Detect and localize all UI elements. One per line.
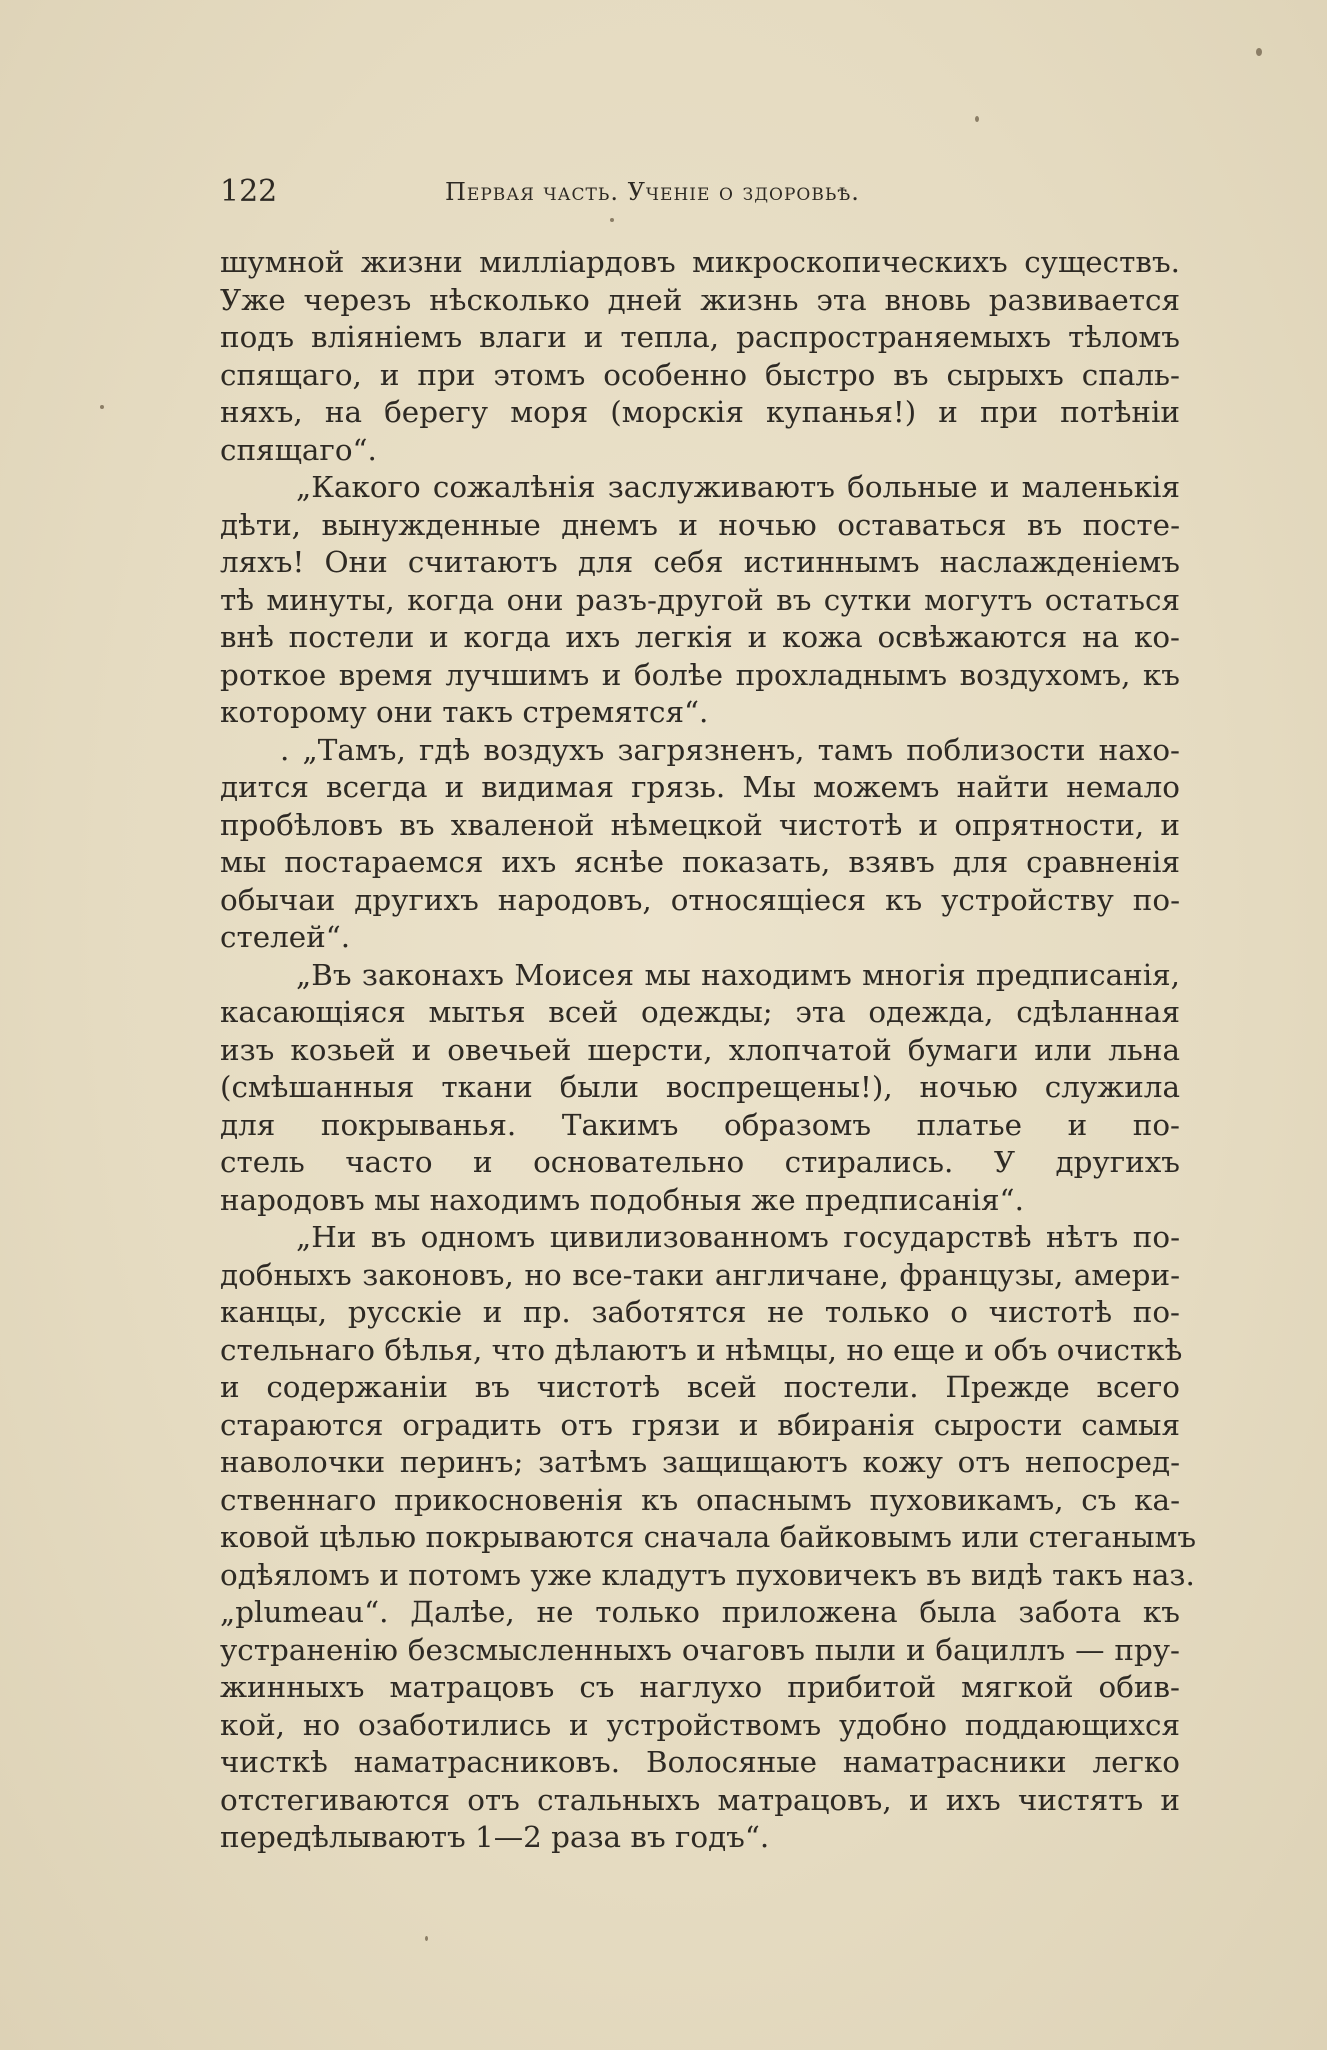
text-line: мы постараемся ихъ яснѣе показать, взявъ для сравненія: [220, 845, 1180, 879]
text-line: подъ вліяніемъ влаги и тепла, распространяемыхъ тѣломъ: [220, 320, 1180, 354]
paper-speck: [1256, 48, 1262, 56]
text-line: отстегиваются отъ стальныхъ матрацовъ, и ихъ чистятъ и: [220, 1782, 1180, 1817]
text-line: передѣлываютъ 1—2 раза въ годъ“.: [220, 1820, 770, 1854]
text-line: „plumeau“. Далѣе, не только приложена была забота къ: [220, 1595, 1180, 1629]
body-text: [220, 244, 1197, 1857]
text-line: (смѣшанныя ткани были воспрещены!), ночью служила: [220, 1070, 1180, 1104]
text-line: дится всегда и видимая грязь. Мы можемъ найти немало: [220, 770, 1180, 804]
paper-speck: [100, 405, 104, 409]
text-line: шумной жизни милліардовъ микроскопическихъ существъ.: [220, 245, 1180, 279]
text-line: стельнаго бѣлья, что дѣлаютъ и нѣмцы, но еще и объ очисткѣ: [220, 1332, 1183, 1367]
paper-speck: [610, 218, 614, 222]
text-line: Уже черезъ нѣсколько дней жизнь эта вновь развивается: [220, 282, 1180, 317]
text-line: ственнаго прикосновенія къ опаснымъ пуховикамъ, съ ка-: [220, 1482, 1180, 1517]
page-header: [220, 172, 1180, 212]
text-line: чисткѣ наматрасниковъ. Волосяные наматрасники легко: [220, 1745, 1180, 1779]
text-line: . „Тамъ, гдѣ воздухъ загрязненъ, тамъ поблизости нахо-: [280, 732, 1180, 767]
text-line: спящаго“.: [220, 432, 377, 467]
text-line: касающіяся мытья всей одежды; эта одежда, сдѣланная: [220, 995, 1180, 1029]
text-line: спящаго, и при этомъ особенно быстро въ сырыхъ спаль-: [220, 357, 1180, 392]
text-line: одѣяломъ и потомъ уже кладутъ пуховичекъ въ видѣ такъ наз.: [220, 1557, 1195, 1592]
text-line: „Въ законахъ Моисея мы находимъ многія предписанія,: [296, 957, 1180, 992]
text-line: стелей“.: [220, 920, 351, 954]
text-line: стель часто и основательно стирались. У другихъ: [220, 1145, 1180, 1179]
text-line: няхъ, на берегу моря (морскія купанья!) и при потѣніи: [220, 395, 1180, 429]
text-line: ковой цѣлью покрываются сначала байковымъ или стеганымъ: [220, 1520, 1197, 1554]
paper-speck: [425, 1936, 428, 1941]
text-line: обычаи другихъ народовъ, относящіеся къ устройству по-: [220, 882, 1180, 917]
text-line: ляхъ! Они считаютъ для себя истиннымъ наслажденіемъ: [220, 545, 1180, 579]
text-line: пробѣловъ въ хваленой нѣмецкой чистотѣ и опрятности, и: [220, 807, 1180, 842]
text-line: которому они такъ стремятся“.: [220, 695, 709, 729]
text-line: жинныхъ матрацовъ съ наглухо прибитой мягкой обив-: [220, 1670, 1180, 1704]
text-line: „Какого сожалѣнія заслуживаютъ больные и маленькія: [296, 470, 1180, 504]
text-line: стараются оградить отъ грязи и вбиранія сырости самыя: [220, 1407, 1180, 1442]
text-line: канцы, русскіе и пр. заботятся не только о чистотѣ по-: [220, 1295, 1180, 1329]
text-line: роткое время лучшимъ и болѣе прохладнымъ воздухомъ, къ: [220, 657, 1180, 692]
text-line: для покрыванья. Такимъ образомъ платье и по-: [220, 1107, 1180, 1142]
text-line: устраненію безсмысленныхъ очаговъ пыли и бациллъ — пру-: [220, 1632, 1180, 1667]
paper-speck: [975, 116, 979, 122]
text-line: добныхъ законовъ, но все-таки англичане, французы, амери-: [220, 1257, 1180, 1292]
text-line: дѣти, вынужденные днемъ и ночью оставаться въ посте-: [220, 507, 1180, 542]
page-number: 122: [220, 174, 278, 209]
text-line: наволочки перинъ; затѣмъ защищаютъ кожу отъ непосред-: [220, 1445, 1180, 1479]
text-line: тѣ минуты, когда они разъ-другой въ сутки могутъ остаться: [220, 582, 1180, 617]
running-head: Первая часть. Ученіе о здоровьѣ.: [445, 178, 860, 206]
text-line: „Ни въ одномъ цивилизованномъ государствѣ нѣтъ по-: [296, 1220, 1180, 1254]
text-line: внѣ постели и когда ихъ легкія и кожа освѣжаются на ко-: [220, 620, 1180, 654]
text-line: изъ козьей и овечьей шерсти, хлопчатой бумаги или льна: [220, 1032, 1180, 1067]
text-line: кой, но озаботились и устройствомъ удобно поддающихся: [220, 1707, 1180, 1742]
text-line: народовъ мы находимъ подобныя же предписанія“.: [220, 1182, 1024, 1217]
text-line: и содержаніи въ чистотѣ всей постели. Прежде всего: [220, 1370, 1180, 1404]
